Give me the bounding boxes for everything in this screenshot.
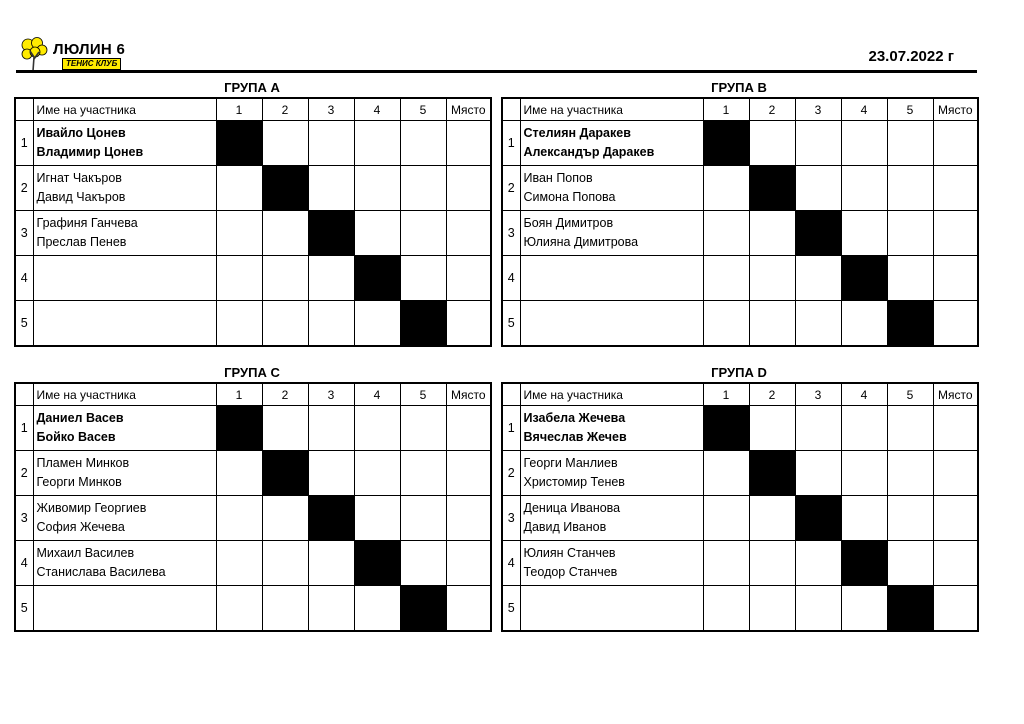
place-cell: [933, 256, 978, 301]
round-column-header: 4: [841, 98, 887, 121]
group-table: [14, 382, 492, 632]
participant-name-line2: Станислава Василева: [36, 565, 166, 579]
participant-name-cell: [520, 121, 703, 166]
score-cell: [400, 541, 446, 586]
score-cell: [354, 301, 400, 347]
participant-name-cell: [33, 586, 216, 632]
group-a: [14, 79, 490, 347]
score-cell: [703, 211, 749, 256]
table-row: [15, 256, 491, 301]
score-cell: [400, 451, 446, 496]
group-title: ГРУПА С: [224, 365, 280, 380]
score-cell: [887, 211, 933, 256]
score-cell: [216, 451, 262, 496]
participant-name-cell: [33, 211, 216, 256]
place-cell: [933, 541, 978, 586]
place-cell: [933, 211, 978, 256]
place-column-header: Място: [446, 383, 491, 406]
place-column-header: Място: [933, 98, 978, 121]
place-cell: [446, 541, 491, 586]
participant-name-cell: [520, 451, 703, 496]
self-match-blocked-cell: [354, 541, 400, 586]
row-number: 4: [502, 256, 520, 301]
self-match-blocked-cell: [216, 406, 262, 451]
round-column-header: 4: [354, 383, 400, 406]
participant-name-line2: Юлияна Димитрова: [523, 235, 639, 249]
num-header-cell: [15, 383, 33, 406]
self-match-blocked-cell: [308, 496, 354, 541]
place-cell: [446, 406, 491, 451]
row-number: 4: [15, 541, 33, 586]
row-number: 5: [502, 586, 520, 632]
round-column-header: 3: [308, 383, 354, 406]
place-column-header: Място: [446, 98, 491, 121]
round-column-header: 1: [216, 98, 262, 121]
table-row: [502, 301, 978, 347]
participant-name-cell: [520, 496, 703, 541]
row-number: 1: [502, 121, 520, 166]
table-row: [502, 211, 978, 256]
score-cell: [703, 301, 749, 347]
score-cell: [749, 301, 795, 347]
participant-name-line1: Деница Иванова: [523, 501, 621, 515]
round-column-header: 3: [795, 98, 841, 121]
round-column-header: 2: [749, 383, 795, 406]
participant-name-line1: Юлиян Станчев: [523, 546, 616, 560]
score-cell: [354, 406, 400, 451]
score-cell: [216, 211, 262, 256]
place-cell: [933, 451, 978, 496]
score-cell: [308, 166, 354, 211]
round-column-header: 4: [841, 383, 887, 406]
table-row: [502, 496, 978, 541]
participant-name-line2: Вячеслав Жечев: [523, 430, 627, 444]
self-match-blocked-cell: [400, 301, 446, 347]
score-cell: [703, 496, 749, 541]
score-cell: [703, 166, 749, 211]
table-row: [15, 451, 491, 496]
place-cell: [446, 256, 491, 301]
score-cell: [749, 256, 795, 301]
participant-name-cell: [33, 541, 216, 586]
score-cell: [400, 256, 446, 301]
participant-name-line1: Иван Попов: [523, 171, 593, 185]
num-header-cell: [502, 98, 520, 121]
participant-name-line2: Георги Минков: [36, 475, 122, 489]
num-header-cell: [15, 98, 33, 121]
self-match-blocked-cell: [400, 586, 446, 632]
place-cell: [933, 496, 978, 541]
score-cell: [887, 256, 933, 301]
score-cell: [308, 541, 354, 586]
score-cell: [400, 211, 446, 256]
self-match-blocked-cell: [703, 406, 749, 451]
participant-name-cell: [33, 301, 216, 347]
participant-name-cell: [520, 166, 703, 211]
row-number: 1: [15, 121, 33, 166]
round-column-header: 5: [887, 383, 933, 406]
self-match-blocked-cell: [216, 121, 262, 166]
score-cell: [749, 211, 795, 256]
event-date: 23.07.2022 г: [868, 48, 954, 65]
score-cell: [795, 301, 841, 347]
score-cell: [749, 121, 795, 166]
row-number: 3: [502, 496, 520, 541]
group-title: ГРУПА D: [711, 365, 767, 380]
participant-name-line2: Александър Даракев: [523, 145, 655, 159]
participant-name-cell: [520, 256, 703, 301]
table-row: [15, 586, 491, 632]
club-name: ЛЮЛИН 6: [53, 41, 126, 58]
name-column-header: Име на участника: [520, 98, 703, 121]
participant-name-line1: Графиня Ганчева: [36, 216, 138, 230]
score-cell: [400, 166, 446, 211]
table-row: [15, 496, 491, 541]
row-number: 5: [502, 301, 520, 347]
table-header-row: [502, 383, 978, 406]
table-row: [15, 406, 491, 451]
score-cell: [841, 586, 887, 632]
participant-name-line1: Изабела Жечева: [523, 411, 626, 425]
score-cell: [216, 586, 262, 632]
participant-name-line2: Преслав Пенев: [36, 235, 127, 249]
participant-name-line2: Давид Иванов: [523, 520, 607, 534]
score-cell: [887, 166, 933, 211]
table-row: [502, 406, 978, 451]
self-match-blocked-cell: [308, 211, 354, 256]
score-cell: [262, 301, 308, 347]
round-column-header: 5: [400, 98, 446, 121]
participant-name-line2: Теодор Станчев: [523, 565, 618, 579]
table-header-row: [502, 98, 978, 121]
score-cell: [703, 451, 749, 496]
score-cell: [262, 121, 308, 166]
participant-name-line2: Бойко Васев: [36, 430, 116, 444]
participant-name-cell: [520, 406, 703, 451]
score-cell: [400, 496, 446, 541]
participant-name-line2: София Жечева: [36, 520, 125, 534]
score-cell: [887, 406, 933, 451]
participant-name-line2: Христомир Тенев: [523, 475, 625, 489]
place-cell: [446, 211, 491, 256]
row-number: 3: [502, 211, 520, 256]
score-cell: [400, 121, 446, 166]
name-column-header: Име на участника: [520, 383, 703, 406]
score-cell: [841, 496, 887, 541]
place-cell: [446, 121, 491, 166]
score-cell: [216, 256, 262, 301]
participant-name-cell: [520, 211, 703, 256]
place-cell: [446, 166, 491, 211]
self-match-blocked-cell: [795, 211, 841, 256]
tree-logo-icon: [20, 37, 48, 71]
score-cell: [354, 586, 400, 632]
club-logo: [20, 37, 140, 71]
table-row: [15, 211, 491, 256]
row-number: 3: [15, 496, 33, 541]
round-column-header: 5: [400, 383, 446, 406]
score-cell: [841, 301, 887, 347]
self-match-blocked-cell: [841, 256, 887, 301]
round-column-header: 1: [216, 383, 262, 406]
row-number: 1: [502, 406, 520, 451]
group-title: ГРУПА В: [711, 80, 767, 95]
score-cell: [262, 586, 308, 632]
score-cell: [308, 256, 354, 301]
row-number: 3: [15, 211, 33, 256]
score-cell: [262, 541, 308, 586]
participant-name-cell: [33, 496, 216, 541]
score-cell: [308, 301, 354, 347]
name-column-header: Име на участника: [33, 98, 216, 121]
score-cell: [795, 541, 841, 586]
row-number: 2: [15, 451, 33, 496]
table-row: [15, 121, 491, 166]
score-cell: [795, 406, 841, 451]
score-cell: [841, 211, 887, 256]
participant-name-line1: Пламен Минков: [36, 456, 130, 470]
participant-name-line1: Стелиян Даракев: [523, 126, 631, 140]
score-cell: [308, 406, 354, 451]
score-cell: [216, 166, 262, 211]
name-column-header: Име на участника: [33, 383, 216, 406]
table-header-row: [15, 383, 491, 406]
participant-name-line1: Игнат Чакъров: [36, 171, 122, 185]
self-match-blocked-cell: [749, 451, 795, 496]
group-table: [14, 97, 492, 347]
place-cell: [446, 496, 491, 541]
participant-name-line2: Симона Попова: [523, 190, 616, 204]
score-cell: [887, 496, 933, 541]
participant-name-cell: [520, 301, 703, 347]
self-match-blocked-cell: [887, 301, 933, 347]
round-column-header: 1: [703, 383, 749, 406]
self-match-blocked-cell: [354, 256, 400, 301]
score-cell: [216, 301, 262, 347]
score-cell: [262, 256, 308, 301]
participant-name-line2: Давид Чакъров: [36, 190, 126, 204]
self-match-blocked-cell: [703, 121, 749, 166]
place-column-header: Място: [933, 383, 978, 406]
row-number: 4: [502, 541, 520, 586]
place-cell: [933, 406, 978, 451]
score-cell: [749, 406, 795, 451]
table-row: [15, 541, 491, 586]
self-match-blocked-cell: [795, 496, 841, 541]
score-cell: [841, 406, 887, 451]
participant-name-line1: Михаил Василев: [36, 546, 135, 560]
score-cell: [354, 166, 400, 211]
score-cell: [354, 451, 400, 496]
score-cell: [216, 496, 262, 541]
score-cell: [262, 406, 308, 451]
participant-name-line1: Ивайло Цонев: [36, 126, 126, 140]
table-row: [502, 256, 978, 301]
num-header-cell: [502, 383, 520, 406]
score-cell: [749, 586, 795, 632]
participant-name-cell: [520, 586, 703, 632]
place-cell: [446, 301, 491, 347]
score-cell: [400, 406, 446, 451]
score-cell: [795, 451, 841, 496]
group-b: [501, 79, 977, 347]
score-cell: [887, 121, 933, 166]
row-number: 5: [15, 301, 33, 347]
table-row: [502, 166, 978, 211]
score-cell: [795, 121, 841, 166]
round-column-header: 5: [887, 98, 933, 121]
score-cell: [216, 541, 262, 586]
header-divider: [16, 70, 977, 73]
place-cell: [446, 451, 491, 496]
group-d: [501, 364, 977, 632]
row-number: 2: [502, 451, 520, 496]
table-row: [502, 586, 978, 632]
score-cell: [354, 121, 400, 166]
row-number: 2: [15, 166, 33, 211]
participant-name-cell: [33, 256, 216, 301]
score-cell: [703, 586, 749, 632]
group-title: ГРУПА А: [224, 80, 280, 95]
score-cell: [887, 541, 933, 586]
group-c: [14, 364, 490, 632]
participant-name-line1: Георги Манлиев: [523, 456, 618, 470]
score-cell: [841, 451, 887, 496]
place-cell: [933, 121, 978, 166]
table-row: [15, 166, 491, 211]
round-column-header: 3: [795, 383, 841, 406]
score-cell: [749, 496, 795, 541]
table-row: [502, 451, 978, 496]
participant-name-line1: Боян Димитров: [523, 216, 614, 230]
score-cell: [354, 496, 400, 541]
round-column-header: 3: [308, 98, 354, 121]
round-column-header: 2: [262, 383, 308, 406]
self-match-blocked-cell: [841, 541, 887, 586]
group-table: [501, 382, 979, 632]
participant-name-line1: Даниел Васев: [36, 411, 124, 425]
score-cell: [262, 496, 308, 541]
round-column-header: 4: [354, 98, 400, 121]
score-cell: [887, 451, 933, 496]
score-cell: [841, 166, 887, 211]
score-cell: [308, 121, 354, 166]
score-cell: [354, 211, 400, 256]
table-row: [502, 121, 978, 166]
group-table: [501, 97, 979, 347]
participant-name-cell: [520, 541, 703, 586]
score-cell: [795, 256, 841, 301]
score-cell: [308, 451, 354, 496]
table-header-row: [15, 98, 491, 121]
participant-name-cell: [33, 451, 216, 496]
participant-name-cell: [33, 121, 216, 166]
row-number: 2: [502, 166, 520, 211]
club-subtitle: ТЕНИС КЛУБ: [62, 58, 121, 70]
score-cell: [262, 211, 308, 256]
row-number: 5: [15, 586, 33, 632]
score-cell: [749, 541, 795, 586]
table-row: [15, 301, 491, 347]
participant-name-line2: Владимир Цонев: [36, 145, 144, 159]
self-match-blocked-cell: [262, 166, 308, 211]
place-cell: [933, 586, 978, 632]
score-cell: [841, 121, 887, 166]
round-column-header: 2: [749, 98, 795, 121]
self-match-blocked-cell: [887, 586, 933, 632]
participant-name-cell: [33, 406, 216, 451]
score-cell: [308, 586, 354, 632]
participant-name-cell: [33, 166, 216, 211]
score-cell: [795, 166, 841, 211]
round-column-header: 2: [262, 98, 308, 121]
table-row: [502, 541, 978, 586]
self-match-blocked-cell: [262, 451, 308, 496]
score-cell: [703, 256, 749, 301]
score-cell: [703, 541, 749, 586]
place-cell: [933, 166, 978, 211]
place-cell: [446, 586, 491, 632]
row-number: 4: [15, 256, 33, 301]
self-match-blocked-cell: [749, 166, 795, 211]
row-number: 1: [15, 406, 33, 451]
place-cell: [933, 301, 978, 347]
score-cell: [795, 586, 841, 632]
round-column-header: 1: [703, 98, 749, 121]
participant-name-line1: Живомир Георгиев: [36, 501, 147, 515]
